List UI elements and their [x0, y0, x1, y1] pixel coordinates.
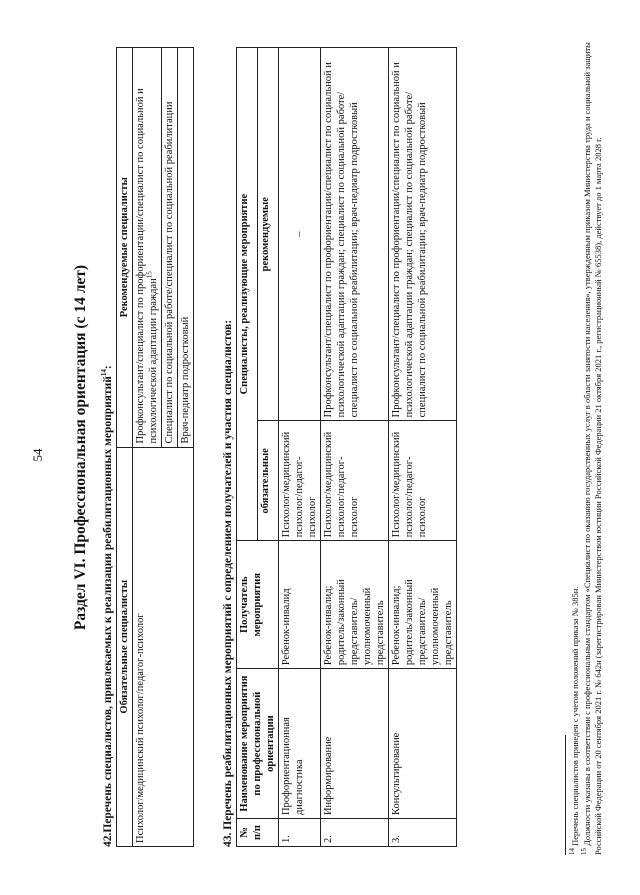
row-measure: Консультирование [389, 669, 457, 819]
row-number: 1. [279, 819, 321, 847]
specialists-table [116, 47, 194, 847]
col-recommended-specialists: Рекомендуемые специалисты [117, 48, 133, 448]
row-number: 2. [321, 819, 389, 847]
section-42-title: 42.Перечень специалистов, привлекаемых к реализации реабилитационных мероприятий$^{14}$: [100, 365, 114, 847]
row-recipient: Ребенок-инвалид [279, 541, 321, 669]
row-mandatory: Психолог/медицинский психолог/педагог-психолог [321, 421, 389, 541]
col-mandatory: обязательные [258, 421, 279, 541]
table-row [279, 48, 321, 847]
recommended-specialist-1: Профконсультант/специалист по профориентации/специалист по социальной и психологической адаптации граждан$^{15}$ [133, 48, 162, 448]
col-number: № п/п [237, 819, 279, 847]
row-number: 3. [389, 819, 457, 847]
row-measure: Информирование [321, 669, 389, 819]
mandatory-specialist-cell: Психолог/медицинский психолог/педагог-психолог [133, 447, 194, 846]
recommended-specialist-3: Врач-педиатр подростковый [178, 48, 194, 448]
col-recommended: рекомендуемые [258, 48, 279, 421]
section-43-title: 43. Перечень реабилитационных мероприятий с определением получателей и участия специалистов: [222, 319, 234, 847]
footnote-15: $^{15}$ Должности указаны в соответствии с профессиональным стандартом «Специалист по оказанию государственных услуг в области занятости населения», утвержденным приказом Министерства труда и социальной защиты Российской Федерации от 20 сентября 2021 г. № 642н (зарегистрирован Министерством юстиции Российской Федерации 21 октября 2021 г., регистрационный № 65538), действует до 1 марта 2028 г. [580, 42, 603, 855]
col-mandatory-specialists: Обязательные специалисты [117, 447, 133, 846]
section-title: Раздел VI. Профессиональная ориентация (с 14 лет) [72, 264, 89, 631]
page-number: 54 [30, 448, 45, 462]
row-measure: Профориентационная диагностика [279, 669, 321, 819]
row-mandatory: Психолог/медицинский психолог/педагог-психолог [279, 421, 321, 541]
col-specialists: Специалисты, реализующие мероприятие [237, 48, 258, 541]
col-recipient: Получатель мероприятия [237, 541, 279, 669]
row-recipient: Ребенок-инвалид; родитель/законный представитель/уполномоченный представитель [389, 541, 457, 669]
footnote-separator [565, 735, 566, 855]
col-measure-name: Наименование мероприятия по профессиональной ориентации [237, 669, 279, 819]
row-mandatory: Психолог/медицинский психолог/педагог-психолог [389, 421, 457, 541]
table-row [389, 48, 457, 847]
row-recommended: Профконсультант/специалист по профориентации/специалист по социальной и психологической адаптации граждан; специалист по социальной работе/специалист по социальной реабилитации; врач-педиатр подростковый [321, 48, 389, 421]
table-row [321, 48, 389, 847]
row-recommended: Профконсультант/специалист по профориентации/специалист по социальной и психологической адаптации граждан; специалист по социальной работе/специалист по социальной реабилитации; врач-педиатр подростковый [389, 48, 457, 421]
recommended-specialist-2: Специалист по социальной работе/специалист по социальной реабилитации [162, 48, 178, 448]
row-recommended: – [279, 48, 321, 421]
footnote-14: $^{14}$ Перечень специалистов приведен с учетом положений приказа № 385н. [568, 586, 580, 855]
measures-table [236, 47, 457, 847]
row-recipient: Ребенок-инвалид; родитель/законный представитель/уполномоченный представитель [321, 541, 389, 669]
